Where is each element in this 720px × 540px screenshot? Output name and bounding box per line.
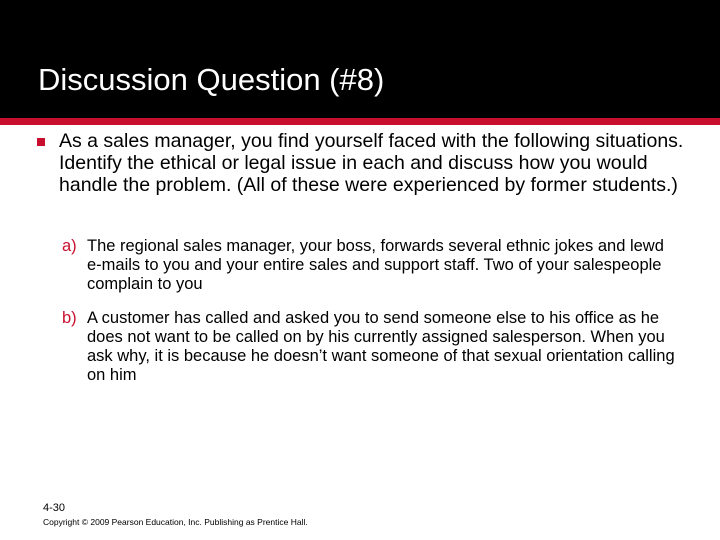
sub-item-b — [62, 309, 682, 385]
slide-header — [0, 0, 720, 118]
main-bullet-text: As a sales manager, you find yourself faced with the following situations. Identify the ethical or legal issue in each and discuss how you would handle the problem. (All of these were experienced by former students.) — [59, 130, 684, 196]
sub-item-label: a) — [62, 237, 77, 255]
copyright-notice: Copyright © 2009 Pearson Education, Inc. Publishing as Prentice Hall. — [43, 517, 308, 527]
page-number: 4-30 — [43, 502, 66, 514]
sub-item-a — [62, 237, 682, 294]
main-bullet — [37, 130, 687, 196]
accent-divider — [0, 118, 720, 125]
slide-title: Discussion Question (#8) — [38, 62, 385, 97]
sub-item-text: A customer has called and asked you to send someone else to his office as he does not want to be called on by his currently assigned salesperson. When you ask why, it is because he doesn’t want someone of that sexual orientation calling on him — [87, 309, 675, 384]
square-bullet-icon — [37, 138, 45, 146]
sub-item-label: b) — [62, 309, 77, 327]
sub-item-text: The regional sales manager, your boss, forwards several ethnic jokes and lewd e-mails to you and your entire sales and support staff. Two of your salespeople complain to you — [87, 237, 664, 293]
